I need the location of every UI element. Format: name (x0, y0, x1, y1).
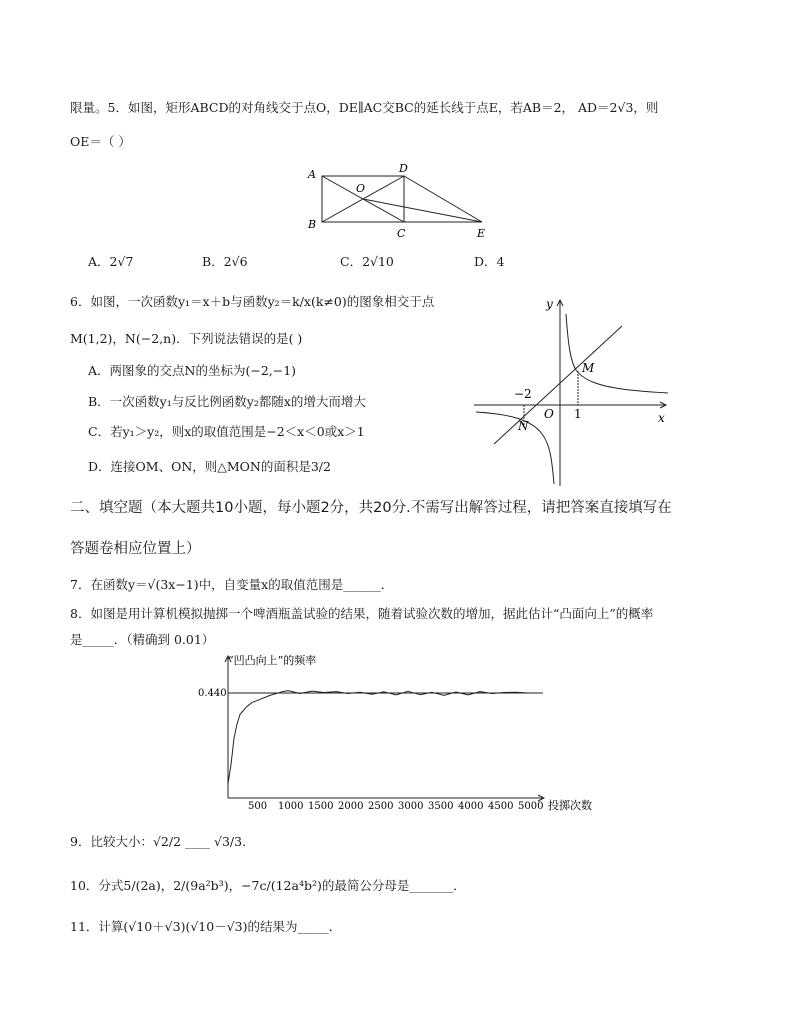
chart-y-ref-label: 0.440 (198, 688, 227, 699)
graph-label-o: O (544, 407, 554, 421)
graph-label-neg2: −2 (514, 387, 532, 401)
q8-frequency-chart (190, 648, 610, 820)
q8-text-line1: 8．如图是用计算机模拟抛掷一个啤酒瓶盖试验的结果，随着试验次数的增加，据此估计“凸面向上”的概率 (70, 606, 654, 621)
graph-label-m: M (582, 361, 595, 375)
q10-text: 10．分式5/(2a)，2/(9a²b³)，−7c/(12a⁴b²)的最简公分母是_______． (70, 878, 466, 893)
graph-label-x: x (658, 411, 665, 425)
q5-text-line1: 限量。5．如图，矩形ABCD的对角线交于点O，DE∥AC交BC的延长线于点E，若AB＝2， AD＝2√3，则 (70, 100, 659, 115)
fig-label-d: D (399, 162, 408, 175)
q6-option-b: B．一次函数y₁与反比例函数y₂都随x的增大而增大 (88, 394, 366, 409)
chart-x-tick-1500: 1500 (308, 801, 334, 812)
chart-x-tick-4000: 4000 (458, 801, 484, 812)
chart-x-tick-500: 500 (248, 801, 268, 812)
q6-option-d: D．连接OM、ON，则△MON的面积是3/2 (88, 459, 331, 474)
chart-x-tick-3500: 3500 (428, 801, 454, 812)
chart-series-line-0 (228, 691, 528, 784)
fig-label-c: C (397, 227, 406, 240)
fig-label-e: E (477, 227, 486, 240)
q6-option-a: A．两图象的交点N的坐标为(−2,−1) (88, 363, 297, 378)
fig-label-o: O (356, 182, 366, 195)
q5-option-b: B．2√6 (202, 254, 248, 269)
chart-x-tick-2500: 2500 (368, 801, 394, 812)
chart-x-tick-1000: 1000 (278, 801, 304, 812)
chart-x-tick-5000: 5000 (518, 801, 544, 812)
section2-heading-line1: 二、填空题（本大题共10小题，每小题2分，共20分.不需写出解答过程，请把答案直接填写在 (70, 500, 672, 516)
q5-figure-rectangle (300, 158, 500, 242)
q9-text: 9．比较大小：√2/2 ____ √3/3． (70, 834, 255, 849)
q5-option-c: C．2√10 (340, 254, 394, 269)
q6-function-graph (470, 292, 680, 490)
q5-option-d: D．4 (474, 254, 505, 269)
fig-label-b: B (308, 218, 317, 231)
chart-x-tick-3000: 3000 (398, 801, 424, 812)
chart-x-axis-label: 投掷次数 (548, 799, 592, 812)
q5-option-a: A．2√7 (88, 254, 134, 269)
chart-title: “凹凸向上”的频率 (228, 654, 317, 667)
graph-label-y: y (546, 297, 553, 311)
graph-label-n: N (518, 419, 529, 433)
graph-label-one: 1 (574, 407, 582, 421)
q11-text: 11．计算(√10＋√3)(√10－√3)的结果为_____． (70, 919, 342, 934)
chart-x-tick-2000: 2000 (338, 801, 364, 812)
q5-text-line2: OE＝（ ） (70, 134, 131, 149)
q6-text-line2: M(1,2)，N(−2,n)．下列说法错误的是( ) (70, 331, 303, 346)
q6-text-line1: 6．如图，一次函数y₁＝x＋b与函数y₂＝k/x(k≠0)的图象相交于点 (70, 294, 435, 309)
q6-option-c: C．若y₁＞y₂，则x的取值范围是−2＜x＜0或x＞1 (88, 424, 365, 439)
q7-text: 7．在函数y＝√(3x−1)中，自变量x的取值范围是______． (70, 577, 394, 592)
fig-label-a: A (308, 168, 316, 181)
q8-text-line2: 是_____．（精确到 0.01） (70, 632, 215, 647)
chart-x-tick-4500: 4500 (488, 801, 514, 812)
section2-heading-line2: 答题卷相应位置上） (70, 541, 201, 557)
